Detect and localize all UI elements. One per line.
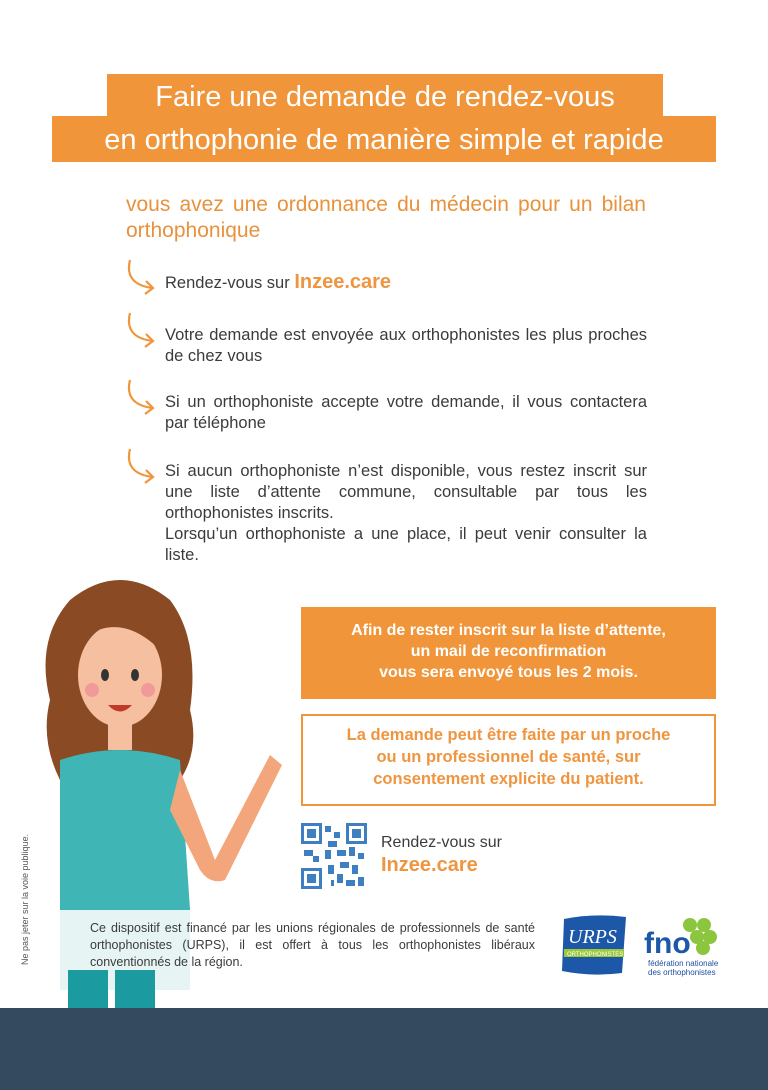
notice-line: ou un professionnel de santé, sur (376, 748, 641, 766)
notice-line: vous sera envoyé tous les 2 mois. (379, 664, 638, 681)
funding-text: Ce dispositif est financé par les unions régionales de professionnels de santé orthophonistes (URPS), il est offert à tous les orthophonistes libéraux conventionnés de la région. (90, 921, 535, 969)
step-text: Rendez-vous sur (165, 274, 295, 292)
footer-band (0, 1008, 768, 1090)
svg-text:fno: fno (644, 927, 691, 959)
notice-line: La demande peut être faite par un proche (346, 726, 671, 744)
arrow-icon (122, 378, 158, 418)
step-text-2: Lorsqu’un orthophoniste a une place, il peut venir consulter la liste. (165, 525, 647, 564)
reconfirmation-notice (301, 607, 716, 699)
step-4 (122, 461, 647, 566)
step-text: Si un orthophoniste accepte votre demande, il vous contactera par téléphone (165, 393, 647, 432)
fno-logo (640, 915, 720, 977)
step-text: Votre demande est envoyée aux orthophonistes les plus proches de chez vous (165, 326, 647, 365)
step-1 (122, 272, 647, 294)
step-text: Si aucun orthophoniste n’est disponible, vous restez inscrit sur une liste d’attente commune, consultable par tous les orthophonistes inscrits. (165, 462, 647, 522)
fno-caption: des orthophonistes (648, 968, 716, 977)
side-note: Ne pas jeter sur la voie publique. (20, 833, 30, 965)
arrow-icon (122, 311, 158, 351)
qr-link[interactable]: Inzee.care (381, 854, 478, 876)
title-line-2: en orthophonie de manière simple et rapide (52, 116, 716, 162)
urps-logo (558, 913, 630, 977)
consent-notice (301, 714, 716, 806)
notice-line: Afin de rester inscrit sur la liste d’attente, (351, 622, 666, 639)
step-2 (122, 325, 647, 367)
step-3 (122, 392, 647, 434)
svg-text:URPS: URPS (568, 926, 617, 948)
notice-line: consentement explicite du patient. (373, 770, 644, 788)
inzee-link[interactable]: Inzee.care (294, 271, 392, 293)
notice-line: un mail de reconfirmation (410, 643, 607, 660)
qr-label: Rendez-vous sur (381, 834, 502, 851)
subtitle: vous avez une ordonnance du médecin pour un bilan orthophonique (126, 193, 646, 242)
arrow-icon (122, 447, 158, 487)
title-line-1: Faire une demande de rendez-vous (107, 74, 663, 118)
fno-caption: fédération nationale (648, 959, 719, 968)
svg-text:ORTHOPHONISTES: ORTHOPHONISTES (567, 952, 624, 958)
qr-code[interactable] (301, 823, 367, 889)
arrow-icon (122, 258, 158, 298)
qr-caption (381, 832, 502, 876)
